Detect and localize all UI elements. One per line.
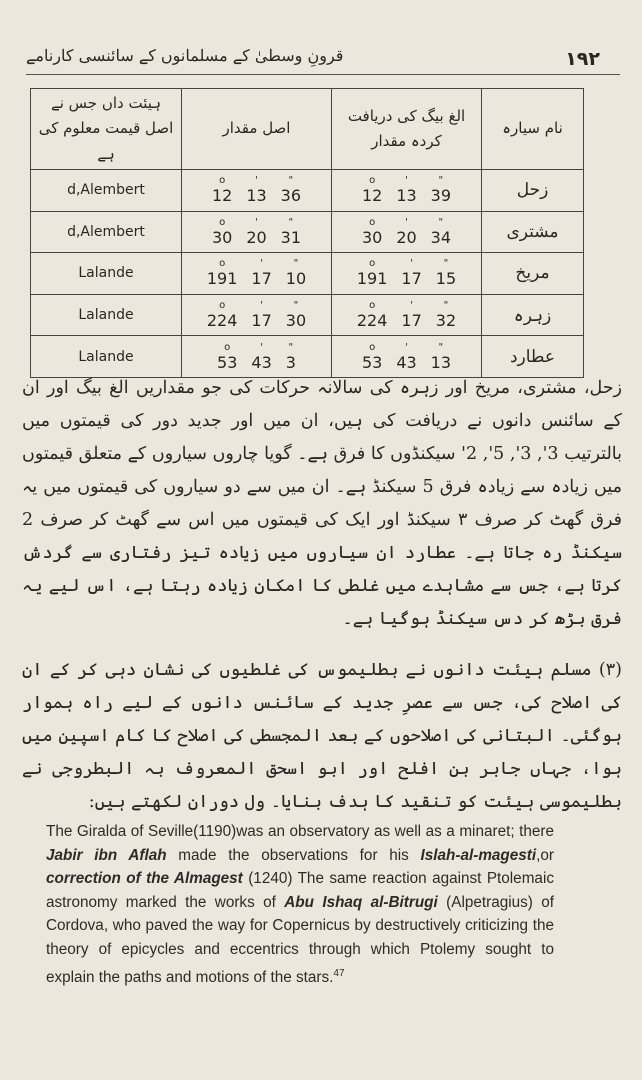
unit-mark: ' (260, 300, 263, 312)
quote-text: (Alpetragius) of Cordova, who paved the way for Copernicus by destructively criticizing the theory of epicycles and eccentrics through which Ptolemy sought to explain the paths and motions of the stars. (46, 893, 554, 986)
actual-value (182, 170, 332, 212)
unit-mark: " (288, 216, 294, 228)
quote-text: made the observations for his (166, 846, 421, 864)
header-ulugh-beg: الغ بیگ کی دریافت کردہ مقدار (332, 89, 482, 170)
unit-mark: " (443, 258, 449, 270)
astronomer-name: d,Alembert (31, 170, 182, 212)
unit-mark: " (293, 258, 299, 270)
astronomer-name: d,Alembert (31, 211, 182, 253)
value: 191 (356, 269, 388, 289)
unit-mark: ' (255, 216, 258, 228)
planet-motion-table (30, 88, 584, 378)
quote-emphasis-islah: Islah-al-magesti (420, 846, 537, 864)
ulugh-beg-value (332, 253, 482, 295)
value: 20 (396, 227, 417, 247)
unit-mark: ' (405, 175, 408, 187)
value: 30 (361, 227, 383, 247)
unit-mark: " (293, 300, 299, 312)
unit-mark: o (224, 341, 231, 353)
header-astronomer: ہیئت داں جس نے اصل قیمت معلوم کی ہے (31, 89, 182, 170)
planet-name: عطارد (482, 336, 584, 378)
table-row (31, 170, 584, 212)
value: 53 (217, 352, 238, 372)
paragraph-ptolemy-corrections: (٣) مسلم ہیئت دانوں نے بطلیموس کی غلطیوں کی نشان دہی کر کے ان کی اصلاح کی، جس سے عصرِ جدید کے سائنس دانوں کے لیے راہ ہموار ہوگئی۔ البتانی کی اصلاحوں کے بعد المجسطی کی اصلاح کا کام اسپین میں ہوا، جہاں جابر بن افلح اور ابو اسحق المعروف بہ البطروجی نے بطلیموسی ہیئت کو تنقید کا ہدف بنایا۔ ول دوران لکھتے ہیں: (22, 660, 622, 812)
ulugh-beg-value (332, 294, 482, 336)
unit-mark: o (219, 175, 226, 187)
unit-mark: ' (260, 258, 263, 270)
ulugh-beg-value (332, 211, 482, 253)
value: 43 (251, 352, 272, 372)
value: 32 (435, 311, 457, 331)
quote-text: (1240) The same reaction against Ptolemaic astronomy marked the works of (46, 870, 554, 911)
unit-mark: ' (405, 216, 408, 228)
value: 17 (251, 311, 272, 331)
table-row (31, 211, 584, 253)
astronomer-name: Lalande (31, 253, 182, 295)
quote-emphasis-bitrugi: Abu Ishaq al-Bitrugi (284, 893, 438, 911)
value: 191 (206, 269, 238, 289)
value: 13 (430, 352, 452, 372)
value: 12 (361, 186, 383, 206)
value: 43 (396, 352, 417, 372)
planet-name: مریخ (482, 253, 584, 295)
unit-mark: ' (255, 175, 258, 187)
value: 13 (396, 186, 417, 206)
running-title: قرونِ وسطیٰ کے مسلمانوں کے سائنسی کارنامے (26, 46, 344, 65)
value: 39 (430, 186, 452, 206)
unit-mark: o (369, 341, 376, 353)
value: 17 (401, 269, 422, 289)
value: 17 (251, 269, 272, 289)
footnote-marker: 47 (333, 967, 345, 979)
unit-mark: " (288, 341, 294, 353)
unit-mark: " (438, 216, 444, 228)
english-quotation (46, 820, 554, 989)
value: 10 (285, 269, 307, 289)
value: 34 (430, 227, 452, 247)
unit-mark: o (219, 300, 226, 312)
table-body (31, 170, 584, 378)
quote-text: ,or (536, 846, 554, 864)
unit-mark: ' (405, 341, 408, 353)
value: 224 (206, 311, 238, 331)
actual-value (182, 294, 332, 336)
page-header (18, 40, 624, 74)
unit-mark: ' (410, 300, 413, 312)
table-row (31, 253, 584, 295)
value: 12 (211, 186, 233, 206)
actual-value (182, 253, 332, 295)
actual-value (182, 211, 332, 253)
unit-mark: " (288, 175, 294, 187)
value: 30 (211, 227, 233, 247)
quote-emphasis-correction: correction of the Almagest (46, 870, 243, 888)
astronomer-name: Lalande (31, 294, 182, 336)
astronomer-name: Lalande (31, 336, 182, 378)
value: 224 (356, 311, 388, 331)
value: 17 (401, 311, 422, 331)
unit-mark: o (369, 216, 376, 228)
value: 3 (285, 352, 296, 372)
header-actual: اصل مقدار (182, 89, 332, 170)
page-number: ١٩٢ (565, 48, 600, 70)
unit-mark: o (219, 258, 226, 270)
value: 13 (246, 186, 267, 206)
planet-name: زحل (482, 170, 584, 212)
unit-mark: ' (260, 341, 263, 353)
planet-name: مشتری (482, 211, 584, 253)
quote-emphasis-jabir: Jabir ibn Aflah (46, 846, 167, 864)
value: 31 (280, 227, 302, 247)
paragraph-annual-motions: زحل، مشتری، مریخ اور زہرہ کی سالانہ حرکات کی جو مقداریں الغ بیگ اور ان کے سائنس دانوں نے دریافت کی ہیں، ان میں اور جدید دور کی قیمتوں میں بالترتیب 3', 3', 5', 2' سیکنڈوں کا فرق ہے۔ گویا چاروں سیاروں کے متعلق قیمتوں میں زیادہ سے زیادہ فرق 5 سیکنڈ ہے۔ ان میں سے دو سیاروں کی قیمتوں میں یہ فرق گھٹ کر صرف ٣ سیکنڈ اور ایک کی قیمتوں میں اس سے گھٹ کر صرف 2 سیکنڈ رہ جاتا ہے۔ عطارد ان سیاروں میں زیادہ تیز رفتاری سے گردش کرتا ہے، جس سے مشاہدے میں غلطی کا امکان زیادہ رہتا ہے، اس لیے یہ فرق بڑھ کر دس سیکنڈ ہوگیا ہے۔ (22, 378, 622, 629)
unit-mark: " (438, 341, 444, 353)
quote-text: The Giralda of Seville(1190)was an observatory as well as a minaret; there (46, 823, 554, 840)
value: 30 (285, 311, 307, 331)
unit-mark: o (369, 300, 376, 312)
ulugh-beg-value (332, 170, 482, 212)
unit-mark: o (369, 258, 376, 270)
value: 53 (361, 352, 383, 372)
unit-mark: " (438, 175, 444, 187)
unit-mark: ' (410, 258, 413, 270)
table-header-row (31, 89, 584, 170)
unit-mark: o (219, 216, 226, 228)
unit-mark: " (443, 300, 449, 312)
value: 15 (435, 269, 457, 289)
table-row (31, 294, 584, 336)
header-rule (26, 74, 620, 75)
value: 20 (246, 227, 267, 247)
value: 36 (280, 186, 302, 206)
planet-name: زہرہ (482, 294, 584, 336)
unit-mark: o (369, 175, 376, 187)
header-planet: نام سیارہ (482, 89, 584, 170)
